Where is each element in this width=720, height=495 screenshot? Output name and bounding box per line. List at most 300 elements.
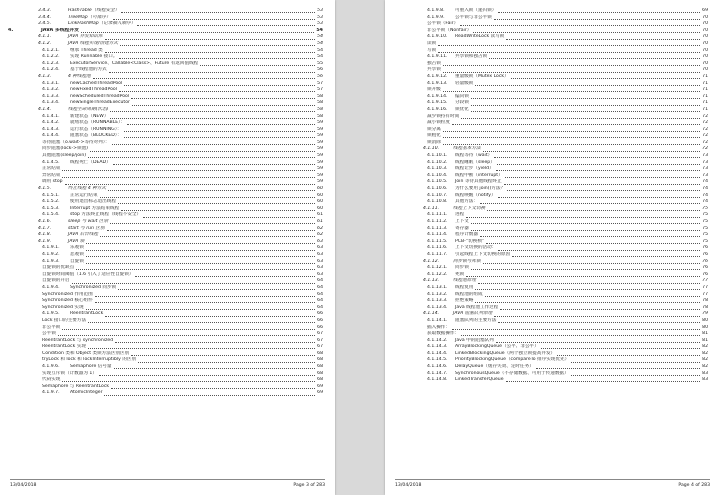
toc-entry-title: start 与 run 区别	[68, 225, 105, 231]
toc-entry[interactable]	[42, 344, 323, 351]
toc-page-number: 83	[702, 370, 708, 376]
toc-entry[interactable]	[423, 311, 708, 318]
toc-entry-number: 4.1.9.13.	[427, 80, 448, 86]
toc-entry[interactable]	[42, 331, 323, 338]
toc-entry-number: 4.1.9.16.	[427, 106, 448, 112]
toc-dot-leader	[471, 223, 700, 224]
toc-dot-leader	[62, 170, 315, 171]
toc-page-number: 63	[317, 251, 323, 257]
toc-entry-title: 自旋锁的优缺点	[42, 265, 75, 271]
toc-entry[interactable]	[427, 114, 708, 121]
toc-entry-number: 4.1.9.12.	[427, 73, 448, 79]
toc-page-number: 78	[702, 304, 708, 310]
toc-entry[interactable]	[427, 226, 708, 233]
toc-page-number: 59	[317, 120, 323, 126]
toc-entry-title: newFixedThreadPool	[70, 87, 117, 93]
toc-page-number: 59	[317, 159, 323, 165]
toc-page-number: 60	[317, 199, 323, 205]
toc-entry[interactable]	[427, 74, 708, 81]
toc-dot-leader	[571, 362, 700, 363]
toc-page-number: 70	[702, 21, 708, 27]
toc-entry-title: 上下文切换的活动：	[455, 245, 497, 251]
toc-entry-number: 4.1.13.1.	[427, 284, 448, 290]
toc-entry[interactable]	[38, 232, 323, 239]
toc-entry-number: 3.4.5.	[38, 21, 52, 27]
toc-dot-leader	[480, 203, 700, 204]
toc-entry[interactable]	[42, 384, 323, 391]
toc-entry[interactable]	[427, 107, 708, 114]
toc-dot-leader	[438, 45, 700, 46]
toc-dot-leader	[498, 197, 701, 198]
toc-entry[interactable]	[42, 48, 323, 55]
toc-entry[interactable]	[42, 61, 323, 68]
toc-page-number: 53	[317, 8, 323, 13]
toc-entry[interactable]	[42, 285, 323, 292]
toc-entry[interactable]	[42, 146, 323, 153]
toc-entry-title: 共享锁	[427, 67, 441, 73]
toc-entry-title: Synchronized 作用范围	[42, 291, 93, 297]
toc-dot-leader	[86, 250, 315, 251]
toc-entry[interactable]	[427, 100, 708, 107]
toc-entry-number: 4.1.4.4.	[42, 133, 60, 139]
toc-entry-title: 线程睡眠（sleep）	[455, 159, 495, 165]
toc-entry-title: 公平锁	[42, 331, 56, 337]
toc-entry-number: 4.1.9.8.	[427, 8, 445, 13]
toc-entry[interactable]	[42, 173, 323, 180]
toc-page-number: 61	[317, 219, 323, 224]
toc-entry[interactable]	[427, 318, 708, 325]
toc-dot-leader	[113, 19, 315, 20]
toc-entry-number: 4.1.14.	[423, 311, 440, 317]
toc-entry[interactable]	[423, 146, 708, 153]
toc-dot-leader	[466, 276, 700, 277]
toc-entry[interactable]	[423, 278, 708, 285]
toc-entry-number: 4.1.9.9.	[427, 14, 445, 20]
toc-entry[interactable]	[42, 206, 323, 213]
toc-entry-title: 继承 Thread 类	[70, 47, 103, 53]
toc-page-number: 77	[702, 284, 708, 290]
toc-dot-leader	[571, 375, 701, 376]
toc-entry[interactable]	[42, 278, 323, 285]
toc-entry[interactable]	[38, 21, 323, 28]
toc-entry-title: 死锁	[455, 271, 465, 277]
toc-entry[interactable]	[42, 153, 323, 160]
toc-page-number: 63	[317, 238, 323, 244]
toc-page-number: 59	[317, 126, 323, 132]
toc-entry[interactable]	[427, 285, 708, 292]
toc-dot-leader	[498, 250, 700, 251]
toc-entry-title: PCB-“切换桢”	[455, 238, 485, 244]
toc-entry-title: Synchronized 实现	[42, 304, 84, 310]
toc-page-number: 73	[702, 166, 708, 172]
toc-dot-leader	[138, 362, 315, 363]
toc-dot-leader	[471, 230, 700, 231]
toc-entry-title: 减小锁粒度	[427, 120, 450, 126]
toc-dot-leader	[489, 58, 700, 59]
toc-entry[interactable]	[427, 120, 708, 127]
toc-dot-leader	[511, 78, 701, 79]
toc-page-number: 73	[702, 172, 708, 178]
toc-dot-leader	[485, 296, 701, 297]
toc-dot-leader	[496, 342, 700, 343]
toc-entry-title: 寄存器	[455, 225, 469, 231]
toc-entry[interactable]	[42, 252, 323, 259]
toc-page-number: 58	[317, 93, 323, 99]
toc-dot-leader	[143, 217, 315, 218]
toc-entry[interactable]	[427, 252, 708, 259]
toc-entry-number: 4.	[8, 27, 14, 33]
page-footer	[395, 481, 710, 489]
toc-entry[interactable]	[42, 298, 323, 305]
toc-dot-leader	[131, 98, 315, 99]
toc-entry-title: sleep 与 wait 区别	[68, 219, 109, 224]
toc-entry[interactable]	[427, 48, 708, 55]
toc-page-number: 67	[317, 344, 323, 350]
toc-entry[interactable]	[42, 199, 323, 206]
toc-entry-title: 写锁	[427, 47, 437, 53]
toc-entry-number: 4.1.10.3.	[427, 166, 448, 172]
toc-entry-title: 非公平锁（Nonfair）	[427, 27, 472, 33]
toc-entry-number: 4.1.12.1.	[427, 265, 448, 271]
toc-page-number: 69	[317, 383, 323, 389]
toc-page-number: 74	[702, 186, 708, 192]
toc-entry[interactable]	[427, 364, 708, 371]
toc-entry[interactable]	[42, 351, 323, 358]
toc-entry-title: 同步锁与死锁	[453, 258, 481, 264]
toc-entry[interactable]	[42, 390, 323, 397]
toc-entry[interactable]	[427, 377, 708, 384]
toc-entry-number: 4.1.4.5.	[42, 159, 60, 165]
toc-entry[interactable]	[427, 325, 708, 332]
toc-entry-title: 线程生命周期(状态)	[68, 106, 109, 112]
toc-entry-title: 公平锁与非公平锁	[455, 14, 492, 20]
toc-entry-title: 共享锁和独占锁	[455, 54, 488, 60]
toc-entry-title: 锁优化	[455, 106, 469, 112]
toc-dot-leader	[506, 39, 700, 40]
toc-page-number: 76	[702, 245, 708, 251]
toc-dot-leader	[62, 177, 315, 178]
toc-entry-title: PriorityBlockingQueue（compareTo 排序实现优先）	[455, 357, 570, 363]
toc-entry[interactable]	[427, 15, 708, 22]
toc-entry[interactable]	[427, 357, 708, 364]
toc-entry[interactable]	[38, 41, 323, 48]
toc-entry[interactable]	[42, 265, 323, 272]
toc-entry-number: 4.1.2.3.	[42, 60, 60, 66]
toc-entry-number: 4.1.10.7.	[427, 192, 448, 198]
toc-entry-title: 公平锁（Fair）	[427, 21, 459, 27]
toc-entry[interactable]	[427, 87, 708, 94]
toc-dot-leader	[124, 137, 315, 138]
toc-entry-title: 阻塞队列的主要方法	[455, 317, 497, 323]
toc-entry[interactable]	[42, 245, 323, 252]
toc-page-number: 59	[317, 133, 323, 139]
toc-entry[interactable]	[42, 94, 323, 101]
toc-dot-leader	[121, 12, 315, 13]
toc-dot-leader	[487, 210, 700, 211]
toc-entry[interactable]	[427, 94, 708, 101]
toc-dot-leader	[110, 111, 315, 112]
toc-page-number: 69	[317, 390, 323, 396]
toc-dot-leader	[62, 381, 315, 382]
toc-page-number: 59	[317, 146, 323, 152]
toc-page-number: 70	[702, 67, 708, 73]
toc-entry[interactable]	[427, 193, 708, 200]
toc-entry[interactable]	[42, 140, 323, 147]
toc-entry-title: 插入操作：	[427, 324, 450, 330]
toc-dot-leader	[557, 355, 700, 356]
toc-entry[interactable]	[42, 193, 323, 200]
toc-entry-number: 4.1.10.5.	[427, 179, 448, 185]
toc-page-number: 59	[317, 166, 323, 172]
toc-entry-title: 线程唤醒（notify）	[455, 192, 496, 198]
toc-entry[interactable]	[38, 186, 323, 193]
toc-entry[interactable]	[427, 186, 708, 193]
toc-entry[interactable]	[38, 226, 323, 233]
toc-entry[interactable]	[427, 41, 708, 48]
toc-entry-title: 实现互斥锁（计数器为 1）	[42, 370, 97, 376]
toc-entry-title: Semaphore 信号量	[70, 364, 112, 370]
toc-page-number: 71	[702, 73, 708, 79]
toc-entry[interactable]	[42, 357, 323, 364]
toc-entry-number: 3.4.3.	[38, 8, 52, 13]
toc-dot-leader	[494, 316, 700, 317]
toc-entry-title: 线程上下文切换	[453, 205, 486, 211]
toc-dot-leader	[100, 197, 316, 198]
toc-entry[interactable]	[42, 325, 323, 332]
toc-entry-number: 4.1.14.4.	[427, 350, 448, 356]
toc-entry[interactable]	[42, 120, 323, 127]
toc-entry-number: 4.1.9.3.	[42, 258, 60, 264]
toc-entry[interactable]	[38, 219, 323, 226]
toc-dot-leader	[118, 203, 315, 204]
toc-dot-leader	[115, 342, 315, 343]
toc-entry[interactable]	[427, 239, 708, 246]
toc-entry[interactable]	[427, 232, 708, 239]
toc-entry-title: LinkedBlockingQueue（两个独立锁提高并发）	[455, 350, 556, 356]
toc-page-number: 72	[702, 139, 708, 145]
toc-entry[interactable]	[427, 245, 708, 252]
toc-dot-leader	[471, 105, 700, 106]
toc-entry[interactable]	[427, 351, 708, 358]
toc-entry-title: 阻塞状态（BLOCKED）：	[70, 133, 122, 139]
toc-entry[interactable]	[38, 239, 323, 246]
toc-entry[interactable]	[427, 160, 708, 167]
toc-page-number: 82	[702, 364, 708, 370]
toc-dot-leader	[473, 32, 700, 33]
toc-entry-title: 独占锁	[427, 60, 441, 66]
toc-page-number: 71	[702, 87, 708, 93]
toc-page-number: 82	[702, 357, 708, 363]
toc-dot-leader	[443, 131, 700, 132]
toc-entry[interactable]	[427, 292, 708, 299]
footer-divider	[10, 479, 325, 480]
toc-entry-title: 悲观锁	[70, 251, 84, 257]
toc-entry[interactable]	[38, 15, 323, 22]
toc-entry[interactable]	[42, 272, 323, 279]
toc-page-number: 72	[702, 113, 708, 119]
toc-entry[interactable]	[427, 272, 708, 279]
toc-entry[interactable]	[427, 34, 708, 41]
toc-entry[interactable]	[42, 87, 323, 94]
toc-entry[interactable]	[8, 28, 323, 35]
page-footer	[10, 481, 325, 489]
toc-entry[interactable]	[42, 127, 323, 134]
toc-entry[interactable]	[42, 100, 323, 107]
toc-entry[interactable]	[427, 179, 708, 186]
toc-entry[interactable]	[427, 127, 708, 134]
toc-entry[interactable]	[42, 338, 323, 345]
toc-entry[interactable]	[42, 311, 323, 318]
toc-entry-title: Lock 接口的主要方法	[42, 317, 87, 323]
toc-entry[interactable]	[427, 199, 708, 206]
toc-entry[interactable]	[42, 371, 323, 378]
toc-entry[interactable]	[427, 265, 708, 272]
toc-entry[interactable]	[423, 206, 708, 213]
toc-entry[interactable]	[427, 371, 708, 378]
toc-page-number: 78	[702, 298, 708, 304]
toc-dot-leader	[119, 58, 315, 59]
toc-page-number: 70	[702, 27, 708, 33]
toc-entry[interactable]	[427, 133, 708, 140]
toc-dot-leader	[118, 289, 315, 290]
toc-entry[interactable]	[427, 8, 708, 15]
toc-page-number: 58	[317, 106, 323, 112]
toc-dot-leader	[498, 322, 700, 323]
toc-entry-title: LinkedTransferQueue	[455, 377, 504, 383]
toc-entry-number: 4.1.10.6.	[427, 186, 448, 192]
toc-entry[interactable]	[42, 364, 323, 371]
toc-entry-title: 锁消除	[427, 139, 441, 145]
toc-entry[interactable]	[427, 219, 708, 226]
toc-dot-leader	[461, 118, 700, 119]
toc-page-number: 70	[702, 60, 708, 66]
toc-entry[interactable]	[427, 153, 708, 160]
toc-entry[interactable]	[427, 28, 708, 35]
toc-entry[interactable]	[42, 133, 323, 140]
toc-entry-number: 4.1.3.2.	[42, 87, 60, 93]
toc-entry-number: 4.1.9.14.	[427, 93, 448, 99]
toc-page-number: 64	[317, 298, 323, 304]
toc-page-number: 70	[702, 34, 708, 40]
toc-page-number: 63	[317, 258, 323, 264]
toc-entry[interactable]	[38, 107, 323, 114]
toc-entry-number: 4.1.2.	[38, 40, 52, 46]
toc-entry[interactable]	[42, 179, 323, 186]
toc-dot-leader	[113, 164, 315, 165]
toc-entry-title: 其他方法：	[455, 199, 478, 205]
toc-entry[interactable]	[427, 298, 708, 305]
toc-entry[interactable]	[423, 259, 708, 266]
toc-entry[interactable]	[427, 338, 708, 345]
toc-entry-title: 同步阻塞(lock->锁池)	[42, 146, 88, 152]
toc-entry[interactable]	[42, 259, 323, 266]
toc-entry-title: 重量级锁（Mutex Lock）	[455, 73, 509, 79]
toc-entry[interactable]	[427, 61, 708, 68]
toc-entry[interactable]	[38, 34, 323, 41]
toc-entry-title: JAVA 多线程并发	[41, 27, 79, 33]
toc-page-number: 62	[317, 225, 323, 231]
toc-entry-number: 4.1.9.15.	[427, 100, 448, 106]
toc-entry[interactable]	[427, 212, 708, 219]
toc-entry[interactable]	[427, 305, 708, 312]
toc-page-number: 71	[702, 100, 708, 106]
toc-entry-number: 4.1.9.4.	[42, 284, 60, 290]
toc-entry[interactable]	[427, 140, 708, 147]
toc-page-number: 72	[702, 133, 708, 139]
toc-entry[interactable]	[42, 212, 323, 219]
toc-entry[interactable]	[427, 166, 708, 173]
toc-page-number: 82	[702, 344, 708, 350]
toc-page-number: 76	[702, 251, 708, 257]
toc-entry-number: 4.1.5.2.	[42, 199, 60, 205]
toc-entry-title: JAVA 并发知识库	[68, 34, 103, 40]
toc-dot-leader	[461, 335, 700, 336]
toc-entry-number: 4.1.13.4.	[427, 304, 448, 310]
toc-page-number: 70	[702, 40, 708, 46]
toc-page-number: 70	[702, 54, 708, 60]
toc-entry-number: 4.1.11.	[423, 205, 440, 211]
toc-dot-leader	[475, 289, 700, 290]
toc-entry-title: Condition 类和 Object 类锁方法区别区别	[42, 350, 130, 356]
toc-entry-number: 4.1.9.2.	[42, 251, 60, 257]
toc-entry[interactable]	[42, 160, 323, 167]
toc-dot-leader	[86, 263, 315, 264]
toc-dot-leader	[86, 243, 315, 244]
toc-page-number: 54	[317, 40, 323, 46]
toc-dot-leader	[95, 296, 315, 297]
toc-entry[interactable]	[427, 81, 708, 88]
toc-dot-leader	[132, 105, 315, 106]
toc-dot-leader	[65, 184, 316, 185]
toc-entry-number: 4.1.9.10.	[427, 34, 448, 40]
toc-entry[interactable]	[427, 21, 708, 28]
toc-page-number: 79	[702, 311, 708, 317]
toc-dot-leader	[471, 111, 700, 112]
toc-entry[interactable]	[42, 67, 323, 74]
toc-page-number: 80	[702, 324, 708, 330]
toc-dot-leader	[504, 184, 701, 185]
toc-entry[interactable]	[427, 67, 708, 74]
toc-dot-leader	[110, 223, 315, 224]
toc-page-number: 58	[317, 113, 323, 119]
toc-entry[interactable]	[42, 305, 323, 312]
toc-page-number: 75	[702, 232, 708, 238]
toc-entry-title: 偏向锁	[455, 93, 469, 99]
toc-entry[interactable]	[38, 74, 323, 81]
toc-dot-leader	[99, 375, 315, 376]
toc-entry-title: 使用退出标志退出线程	[70, 199, 116, 205]
toc-dot-leader	[111, 388, 315, 389]
toc-page-number: 59	[317, 153, 323, 159]
toc-entry[interactable]	[42, 114, 323, 121]
toc-dot-leader	[62, 329, 315, 330]
toc-dot-leader	[86, 309, 316, 310]
toc-entry[interactable]	[42, 54, 323, 61]
toc-entry[interactable]	[427, 54, 708, 61]
toc-entry[interactable]	[42, 166, 323, 173]
toc-entry-title: 就绪状态（RUNNABLE）：	[70, 120, 126, 126]
toc-entry[interactable]	[427, 344, 708, 351]
toc-entry[interactable]	[38, 8, 323, 15]
toc-entry[interactable]	[427, 173, 708, 180]
toc-entry[interactable]	[42, 318, 323, 325]
toc-entry[interactable]	[42, 81, 323, 88]
toc-entry[interactable]	[427, 331, 708, 338]
toc-dot-leader	[88, 322, 315, 323]
toc-page-number: 54	[317, 47, 323, 53]
toc-entry[interactable]	[42, 292, 323, 299]
toc-entry[interactable]	[42, 377, 323, 384]
